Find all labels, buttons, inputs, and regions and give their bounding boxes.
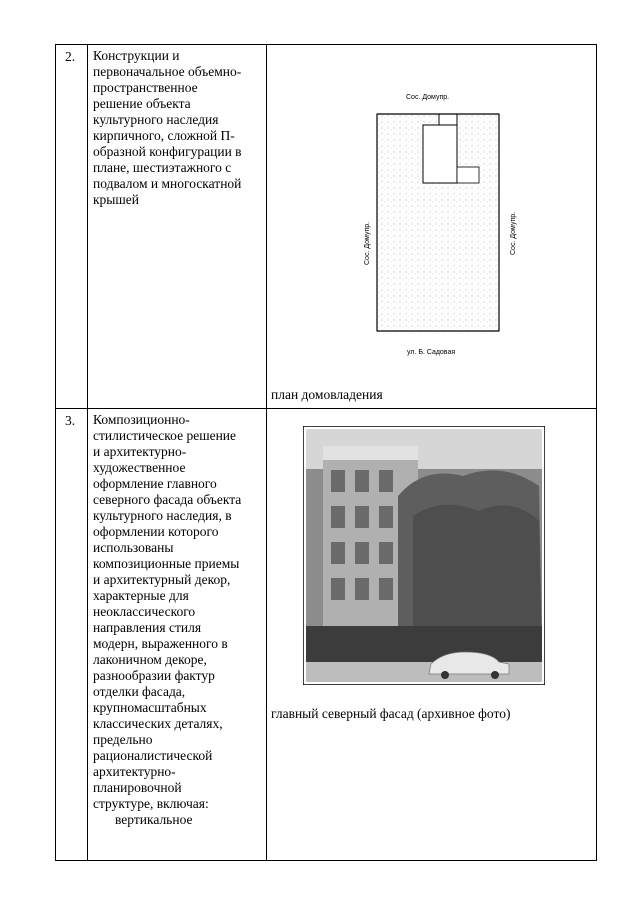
plan-label-left: Сос. Домупр. <box>364 221 371 265</box>
facade-photo <box>303 426 545 685</box>
description-line: вертикальное <box>115 812 193 827</box>
description-line: характерные для <box>93 588 189 603</box>
image-caption: главный северный фасад (архивное фото) <box>271 706 511 721</box>
description-line: подвалом и многоскатной <box>93 176 242 191</box>
description-line: оформление главного <box>93 476 217 491</box>
table-row <box>56 409 597 861</box>
description-line: культурного наследия, в <box>93 508 232 523</box>
description-line: оформлении которого <box>93 524 219 539</box>
description-line: архитектурно- <box>93 764 176 779</box>
plan-label-top: Сос. Домупр. <box>406 94 450 101</box>
description-line: Конструкции и <box>93 48 180 63</box>
table-row <box>56 45 597 409</box>
objects-table <box>55 44 597 861</box>
description-line: художественное <box>93 460 186 475</box>
description-line: крупномасштабных <box>93 700 207 715</box>
plan-label-bottom: ул. Б. Садовая <box>407 349 456 356</box>
description-line: неоклассического <box>93 604 196 619</box>
description-line: направления стиля <box>93 620 202 635</box>
image-caption: план домовладения <box>271 387 383 402</box>
description-line: модерн, выраженного в <box>93 636 228 651</box>
description-line: предельно <box>93 732 153 747</box>
row-description <box>88 409 267 861</box>
description-line: рационалистической <box>93 748 213 763</box>
description-line: образной конфигурации в <box>93 144 242 159</box>
description-line: и архитектурно- <box>93 444 187 459</box>
description-line: композиционные приемы <box>93 556 240 571</box>
courtyard <box>423 125 457 183</box>
description-line: решение объекта <box>93 96 191 111</box>
description-line: лаконичном декоре, <box>93 652 207 667</box>
description-line: планировочной <box>93 780 182 795</box>
description-line: и архитектурный декор, <box>93 572 231 587</box>
description-line: пространственное <box>93 80 198 95</box>
description-line: первоначальное объемно- <box>93 64 242 79</box>
description-line: кирпичного, сложной П- <box>93 128 235 143</box>
description-line: Композиционно- <box>93 412 190 427</box>
description-line: стилистическое решение <box>93 428 237 443</box>
row-description <box>88 45 267 409</box>
description-line: отделки фасада, <box>93 684 186 699</box>
plan-label-right: Сос. Домупр. <box>510 211 517 255</box>
description-line: северного фасада объекта <box>93 492 242 507</box>
description-line: использованы <box>93 540 174 555</box>
row-number: 2. <box>56 45 88 409</box>
description-line: культурного наследия <box>93 112 219 127</box>
description-line: плане, шестиэтажного с <box>93 160 232 175</box>
description-line: структуре, включая: <box>93 796 209 811</box>
row-number: 3. <box>56 409 88 861</box>
description-line: крышей <box>93 192 139 207</box>
description-line: разнообразии фактур <box>93 668 215 683</box>
image-cell <box>267 409 597 861</box>
image-cell <box>267 45 597 409</box>
description-line: классических деталях, <box>93 716 223 731</box>
site-plan-drawing <box>339 85 529 360</box>
